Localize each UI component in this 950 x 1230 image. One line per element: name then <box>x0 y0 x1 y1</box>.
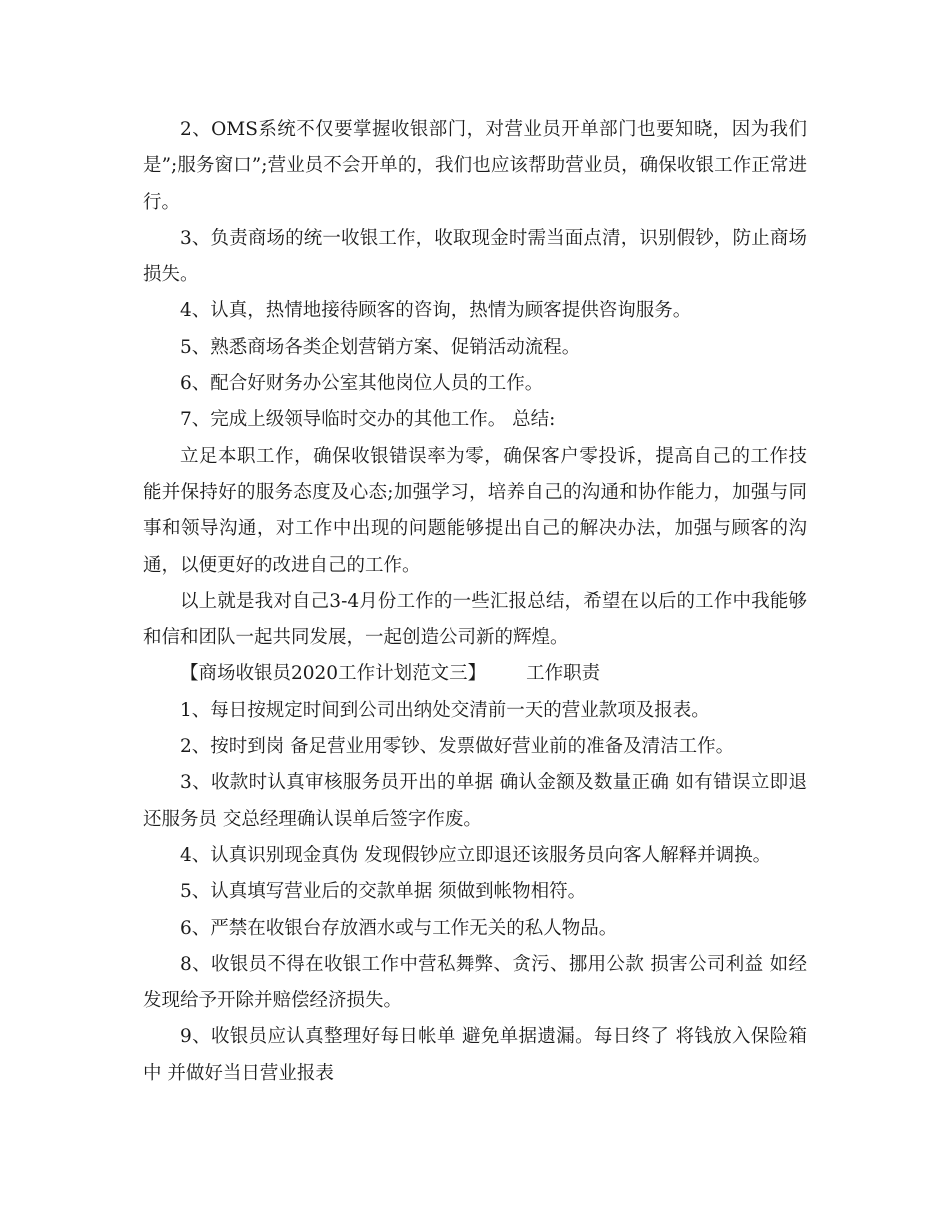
duty-item: 2、按时到岗 备足营业用零钞、发票做好营业前的准备及清洁工作。 <box>180 736 735 758</box>
duty-item: 3、收款时认真审核服务员开出的单据 确认金额及数量正确 如有错误立即退还服务员 交总经理确认误单后签字作废。 <box>143 772 807 830</box>
duty-item: 6、严禁在收银台存放酒水或与工作无关的私人物品。 <box>180 917 618 939</box>
document-body <box>143 112 807 1092</box>
duty-item: 4、认真识别现金真伪 发现假钞应立即退还该服务员向客人解释并调换。 <box>180 844 772 866</box>
paragraph-other-tasks: 7、完成上级领导临时交办的其他工作。 总结: <box>180 409 556 431</box>
duty-item: 5、认真填写营业后的交款单据 须做到帐物相符。 <box>180 881 587 903</box>
paragraph-marketing-plans: 5、熟悉商场各类企划营销方案、促销活动流程。 <box>180 336 581 358</box>
duty-item: 8、收银员不得在收银工作中营私舞弊、贪污、挪用公款 损害公司利益 如经发现给予开除并赔偿经济损失。 <box>143 953 807 1012</box>
duty-item: 1、每日按规定时间到公司出纳处交清前一天的营业款项及报表。 <box>180 699 710 721</box>
paragraph-customer-service: 4、认真，热情地接待顾客的咨询，热情为顾客提供咨询服务。 <box>180 300 692 322</box>
paragraph-conclusion: 以上就是我对自己3-4月份工作的一些汇报总结，希望在以后的工作中我能够和信和团队一起共同发展，一起创造公司新的辉煌。 <box>143 590 807 649</box>
paragraph-cashier-duty: 3、负责商场的统一收银工作，收取现金时需当面点清，识别假钞，防止商场损失。 <box>143 227 807 286</box>
section-heading: 【商场收银员2020工作计划范文三】 <box>180 663 487 685</box>
paragraph-summary: 立足本职工作，确保收银错误率为零，确保客户零投诉，提高自己的工作技能并保持好的服务态度及心态;加强学习，培养自己的沟通和协作能力，加强与同事和领导沟通，对工作中出现的问题能够提出自己的解决办法，加强与顾客的沟通，以便更好的改进自己的工作。 <box>143 445 807 576</box>
paragraph-finance-cooperation: 6、配合好财务办公室其他岗位人员的工作。 <box>180 373 544 395</box>
section-heading-line <box>143 656 807 692</box>
duty-item: 9、收银员应认真整理好每日帐单 避免单据遗漏。每日终了 将钱放入保险箱中 并做好当日营业报表 <box>143 1026 807 1084</box>
paragraph-oms-system: 2、OMS系统不仅要掌握收银部门，对营业员开单部门也要知晓，因为我们是”;服务窗口”;营业员不会开单的，我们也应该帮助营业员，确保收银工作正常进行。 <box>143 119 807 213</box>
section-subheading: 工作职责 <box>526 663 601 685</box>
